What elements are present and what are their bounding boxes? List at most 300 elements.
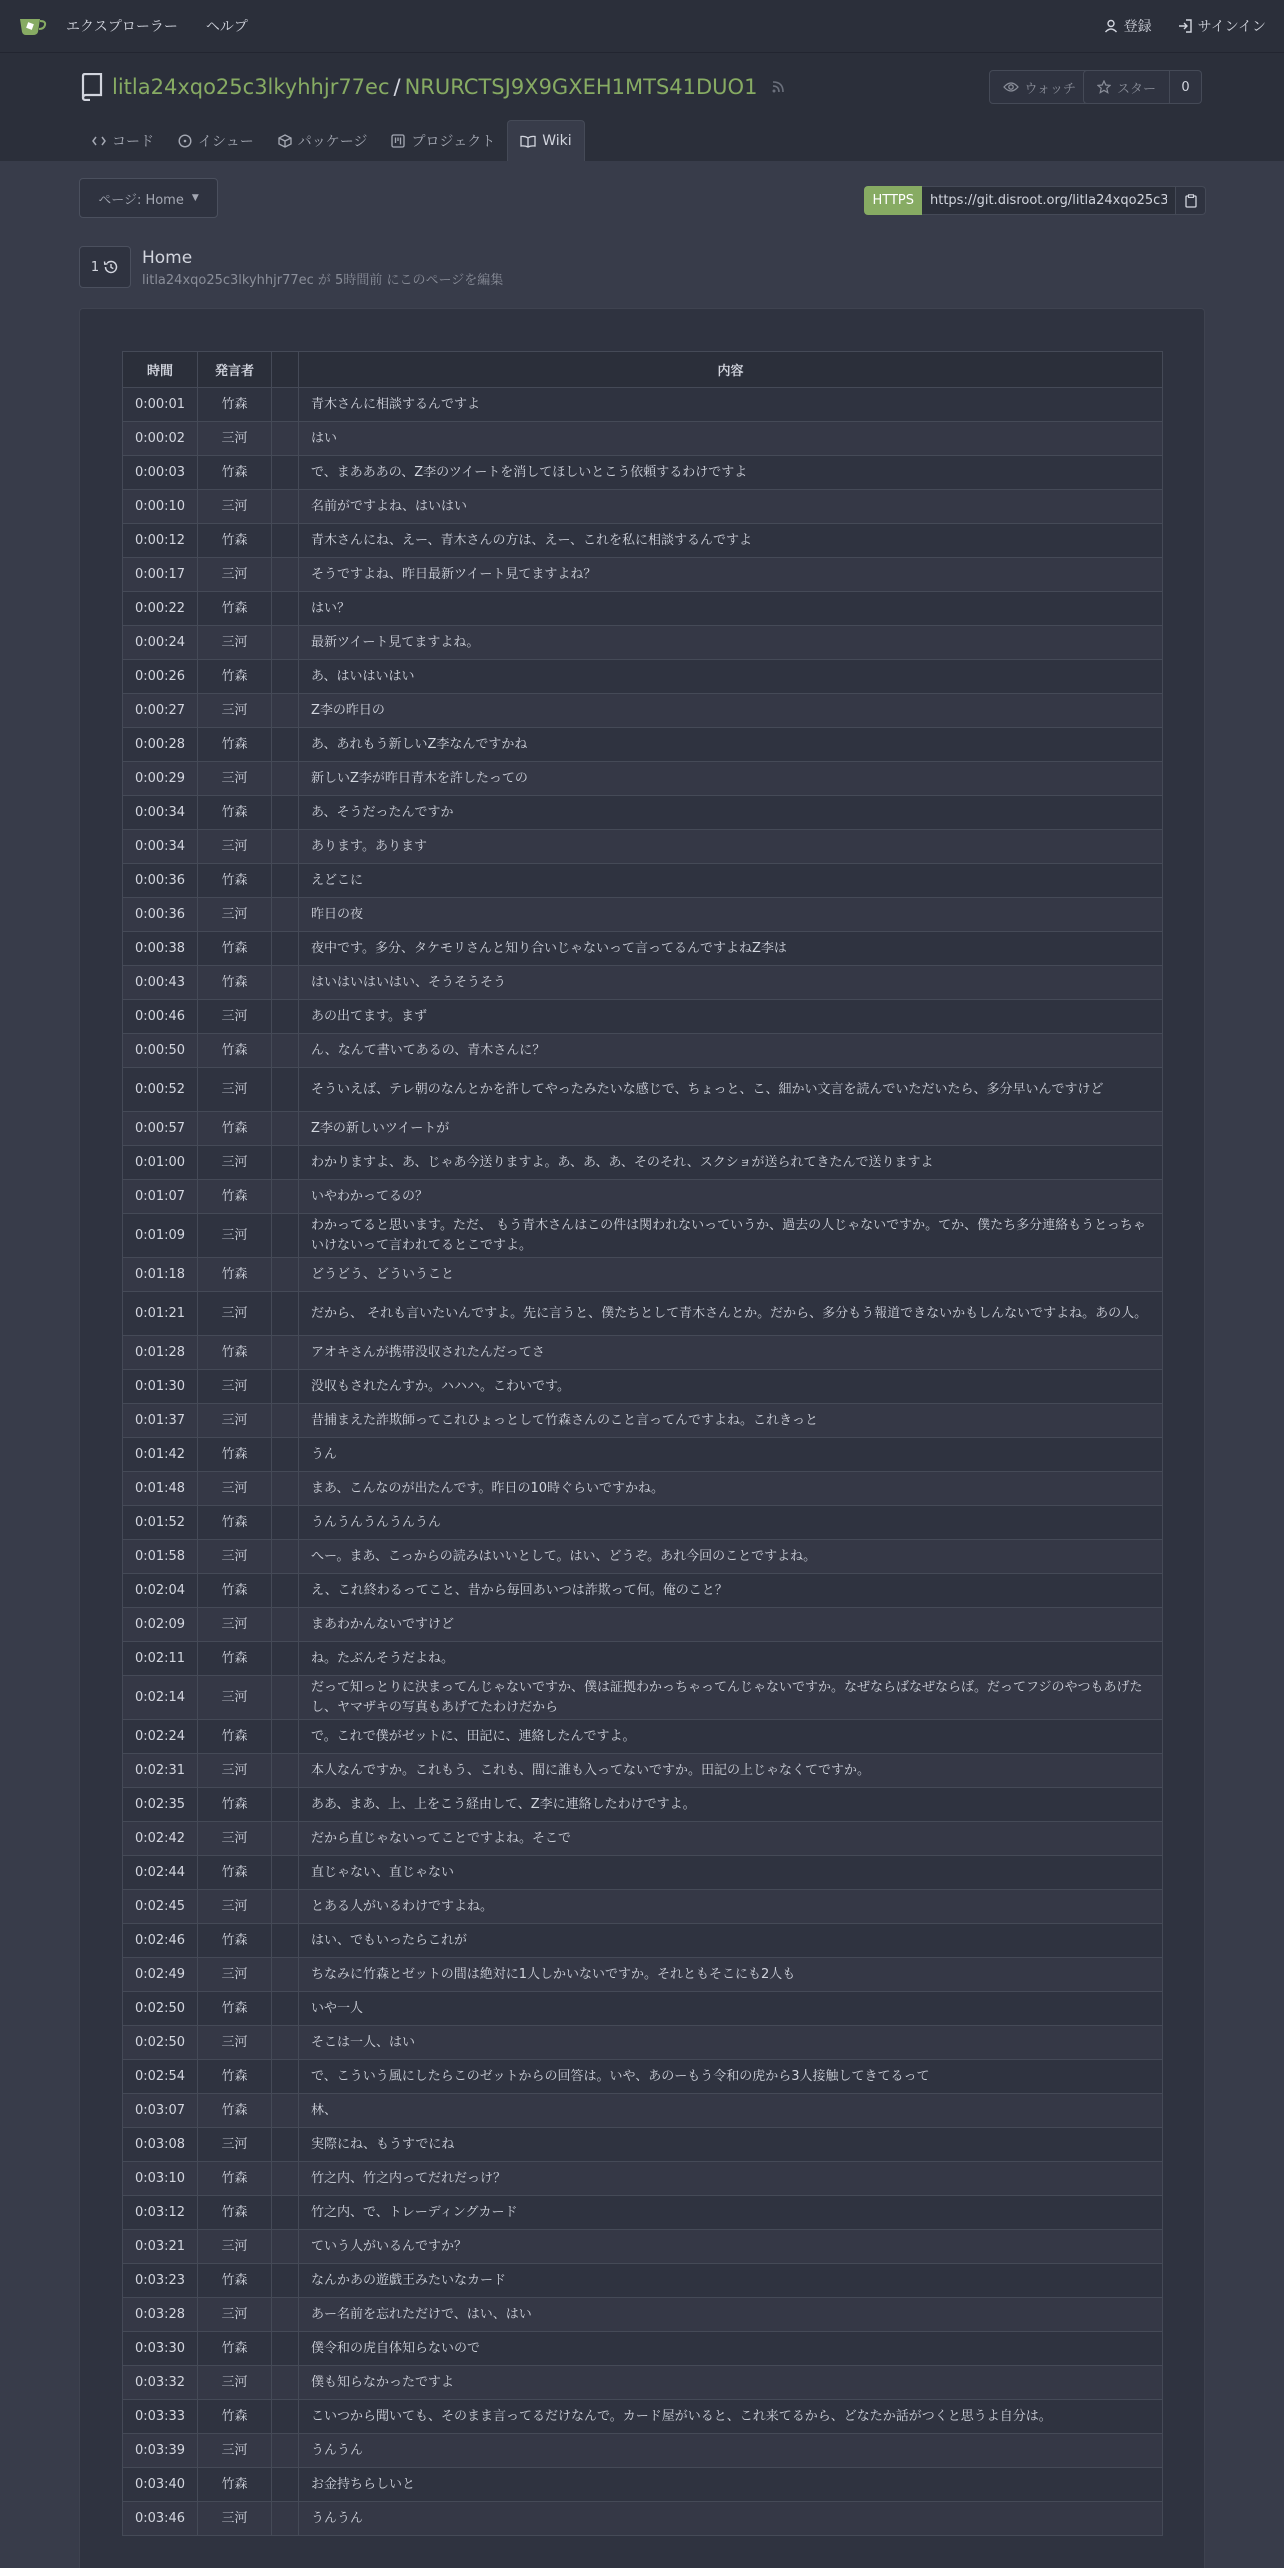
table-row bbox=[123, 1034, 1163, 1068]
content-cell: へー。まあ、こっからの読みはいいとして。はい、どうぞ。あれ今回のことですよね。 bbox=[299, 1540, 1163, 1574]
blank-cell bbox=[272, 2502, 299, 2536]
blank-cell bbox=[272, 1540, 299, 1574]
table-row bbox=[123, 2162, 1163, 2196]
table-row bbox=[123, 1788, 1163, 1822]
content-cell: あ、そうだったんですか bbox=[299, 796, 1163, 830]
register-link[interactable] bbox=[1104, 16, 1152, 36]
content-cell: 本人なんですか。これもう、これも、間に誰も入ってないですか。田記の上じゃなくてですか。 bbox=[299, 1754, 1163, 1788]
time-cell: 0:03:33 bbox=[123, 2400, 198, 2434]
repo-header bbox=[0, 53, 1284, 161]
blank-cell bbox=[272, 1856, 299, 1890]
speaker-cell: 竹森 bbox=[198, 1720, 272, 1754]
table-row bbox=[123, 1540, 1163, 1574]
content-cell: そこは一人、はい bbox=[299, 2026, 1163, 2060]
blank-cell bbox=[272, 456, 299, 490]
code-icon bbox=[92, 135, 106, 147]
table-row bbox=[123, 898, 1163, 932]
wiki-edit-info: litla24xqo25c3lkyhhjr77ec が 5時間前 にこのページを編集 bbox=[142, 273, 504, 288]
content-cell: わかりますよ、あ、じゃあ今送りますよ。あ、あ、あ、そのそれ、スクショが送られてきたんで送りますよ bbox=[299, 1146, 1163, 1180]
header-content: 内容 bbox=[299, 352, 1163, 388]
time-cell: 0:01:30 bbox=[123, 1370, 198, 1404]
blank-cell bbox=[272, 2434, 299, 2468]
blank-cell bbox=[272, 898, 299, 932]
https-protocol-button[interactable]: HTTPS bbox=[864, 186, 922, 215]
time-cell: 0:01:07 bbox=[123, 1180, 198, 1214]
nav-help-link[interactable]: ヘルプ bbox=[205, 19, 248, 35]
repo-name-link[interactable]: NRURCTSJ9X9GXEH1MTS41DUO1 bbox=[404, 75, 758, 99]
watch-button[interactable] bbox=[989, 70, 1090, 104]
time-cell: 0:02:14 bbox=[123, 1676, 198, 1720]
table-row bbox=[123, 2060, 1163, 2094]
speaker-cell: 竹森 bbox=[198, 1180, 272, 1214]
table-row bbox=[123, 456, 1163, 490]
speaker-cell: 竹森 bbox=[198, 966, 272, 1000]
speaker-cell: 三河 bbox=[198, 2128, 272, 2162]
speaker-cell: 三河 bbox=[198, 1292, 272, 1336]
table-row bbox=[123, 2332, 1163, 2366]
speaker-cell: 三河 bbox=[198, 1146, 272, 1180]
content-cell: だから直じゃないってことですよね。そこで bbox=[299, 1822, 1163, 1856]
content-cell: だから、 それも言いたいんですよ。先に言うと、僕たちとして青木さんとか。だから、多分もう報道できないかもしんないですよね。あの人。 bbox=[299, 1292, 1163, 1336]
speaker-cell: 三河 bbox=[198, 490, 272, 524]
speaker-cell: 竹森 bbox=[198, 592, 272, 626]
content-cell: うんうんうんうんうん bbox=[299, 1506, 1163, 1540]
time-cell: 0:02:24 bbox=[123, 1720, 198, 1754]
speaker-cell: 三河 bbox=[198, 1958, 272, 1992]
table-row bbox=[123, 1370, 1163, 1404]
nav-explore-link[interactable]: エクスプローラー bbox=[66, 19, 178, 35]
table-row bbox=[123, 422, 1163, 456]
table-row bbox=[123, 2298, 1163, 2332]
clone-url-group bbox=[864, 186, 1206, 215]
content-cell: 竹之内、竹之内ってだれだっけ？ bbox=[299, 2162, 1163, 2196]
table-row bbox=[123, 2264, 1163, 2298]
speaker-cell: 竹森 bbox=[198, 1856, 272, 1890]
table-row bbox=[123, 1992, 1163, 2026]
star-group bbox=[1083, 70, 1202, 104]
table-row bbox=[123, 1438, 1163, 1472]
tab-packages-label: パッケージ bbox=[297, 133, 368, 150]
repo-owner-link[interactable]: litla24xqo25c3lkyhhjr77ec bbox=[112, 75, 390, 99]
table-row bbox=[123, 1924, 1163, 1958]
blank-cell bbox=[272, 592, 299, 626]
time-cell: 0:02:04 bbox=[123, 1574, 198, 1608]
blank-cell bbox=[272, 1000, 299, 1034]
blank-cell bbox=[272, 1992, 299, 2026]
table-row bbox=[123, 2094, 1163, 2128]
content-cell: ね。たぶんそうだよね。 bbox=[299, 1642, 1163, 1676]
content-cell: どうどう、どういうこと bbox=[299, 1258, 1163, 1292]
speaker-cell: 竹森 bbox=[198, 1034, 272, 1068]
header-time: 時間 bbox=[123, 352, 198, 388]
content-cell: こいつから聞いても、そのまま言ってるだけなんで。カード屋がいると、これ来てるから、どなたか話がつくと思うよ自分は。 bbox=[299, 2400, 1163, 2434]
blank-cell bbox=[272, 1258, 299, 1292]
signin-link[interactable] bbox=[1178, 16, 1266, 36]
content-cell: ああ、まあ、上、上をこう経由して、Z李に連絡したわけですよ。 bbox=[299, 1788, 1163, 1822]
time-cell: 0:00:22 bbox=[123, 592, 198, 626]
content-cell: まあわかんないですけど bbox=[299, 1608, 1163, 1642]
tab-wiki-label: Wiki bbox=[542, 133, 572, 149]
speaker-cell: 三河 bbox=[198, 1000, 272, 1034]
tab-wiki[interactable] bbox=[507, 120, 584, 161]
table-row bbox=[123, 1856, 1163, 1890]
speaker-cell: 竹森 bbox=[198, 524, 272, 558]
speaker-cell: 竹森 bbox=[198, 932, 272, 966]
time-cell: 0:00:34 bbox=[123, 796, 198, 830]
content-cell: 直じゃない、直じゃない bbox=[299, 1856, 1163, 1890]
speaker-cell: 三河 bbox=[198, 2434, 272, 2468]
speaker-cell: 竹森 bbox=[198, 2400, 272, 2434]
clone-url-input[interactable] bbox=[922, 186, 1176, 215]
content-cell: はい bbox=[299, 422, 1163, 456]
eye-icon bbox=[1003, 81, 1019, 93]
speaker-cell: 三河 bbox=[198, 558, 272, 592]
table-row bbox=[123, 388, 1163, 422]
blank-cell bbox=[272, 1642, 299, 1676]
blank-cell bbox=[272, 1506, 299, 1540]
time-cell: 0:02:46 bbox=[123, 1924, 198, 1958]
speaker-cell: 三河 bbox=[198, 830, 272, 864]
speaker-cell: 三河 bbox=[198, 1890, 272, 1924]
content-cell: お金持ちらしいと bbox=[299, 2468, 1163, 2502]
rss-feed-icon[interactable] bbox=[771, 80, 785, 94]
time-cell: 0:00:24 bbox=[123, 626, 198, 660]
tab-issues-label: イシュー bbox=[198, 133, 254, 150]
speaker-cell: 三河 bbox=[198, 694, 272, 728]
time-cell: 0:00:46 bbox=[123, 1000, 198, 1034]
blank-cell bbox=[272, 2230, 299, 2264]
content-cell: はい？ bbox=[299, 592, 1163, 626]
wiki-page-title: Home bbox=[142, 248, 193, 268]
speaker-cell: 三河 bbox=[198, 1404, 272, 1438]
content-cell: そうですよね、昨日最新ツイート見てますよね？ bbox=[299, 558, 1163, 592]
speaker-cell: 竹森 bbox=[198, 2468, 272, 2502]
blank-cell bbox=[272, 1146, 299, 1180]
repo-path-separator: / bbox=[393, 75, 401, 99]
blank-cell bbox=[272, 1438, 299, 1472]
content-cell: Z李の新しいツイートが bbox=[299, 1112, 1163, 1146]
time-cell: 0:01:48 bbox=[123, 1472, 198, 1506]
tab-code-label: コード bbox=[112, 133, 154, 150]
blank-cell bbox=[272, 762, 299, 796]
table-row bbox=[123, 1292, 1163, 1336]
time-cell: 0:03:21 bbox=[123, 2230, 198, 2264]
content-cell: そういえば、テレ朝のなんとかを許してやったみたいな感じで、ちょっと、こ、細かい文言を読んでいただいたら、多分早いんですけど bbox=[299, 1068, 1163, 1112]
time-cell: 0:03:08 bbox=[123, 2128, 198, 2162]
table-row bbox=[123, 864, 1163, 898]
table-row bbox=[123, 2026, 1163, 2060]
time-cell: 0:03:07 bbox=[123, 2094, 198, 2128]
header-blank bbox=[272, 352, 299, 388]
speaker-cell: 竹森 bbox=[198, 1258, 272, 1292]
content-cell: とある人がいるわけですよね。 bbox=[299, 1890, 1163, 1924]
revisions-button[interactable] bbox=[79, 246, 131, 288]
time-cell: 0:00:10 bbox=[123, 490, 198, 524]
table-row bbox=[123, 1822, 1163, 1856]
speaker-cell: 三河 bbox=[198, 2366, 272, 2400]
transcript-table bbox=[122, 351, 1163, 2536]
project-icon bbox=[391, 134, 405, 148]
header-speaker: 発言者 bbox=[198, 352, 272, 388]
blank-cell bbox=[272, 626, 299, 660]
content-cell: 僕も知らなかったですよ bbox=[299, 2366, 1163, 2400]
blank-cell bbox=[272, 558, 299, 592]
time-cell: 0:03:23 bbox=[123, 2264, 198, 2298]
blank-cell bbox=[272, 864, 299, 898]
blank-cell bbox=[272, 1292, 299, 1336]
content-cell: 実際にね、もうすでにね bbox=[299, 2128, 1163, 2162]
blank-cell bbox=[272, 490, 299, 524]
time-cell: 0:00:17 bbox=[123, 558, 198, 592]
content-cell: あー名前を忘れただけで、はい、はい bbox=[299, 2298, 1163, 2332]
time-cell: 0:00:43 bbox=[123, 966, 198, 1000]
time-cell: 0:01:00 bbox=[123, 1146, 198, 1180]
table-row bbox=[123, 1720, 1163, 1754]
table-row bbox=[123, 660, 1163, 694]
blank-cell bbox=[272, 2332, 299, 2366]
blank-cell bbox=[272, 1608, 299, 1642]
wiki-content bbox=[79, 308, 1205, 2568]
blank-cell bbox=[272, 2196, 299, 2230]
content-cell: アオキさんが携帯没収されたんだってさ bbox=[299, 1336, 1163, 1370]
time-cell: 0:03:32 bbox=[123, 2366, 198, 2400]
time-cell: 0:01:58 bbox=[123, 1540, 198, 1574]
blank-cell bbox=[272, 2026, 299, 2060]
content-cell: 青木さんにね、えー、青木さんの方は、えー、これを私に相談するんですよ bbox=[299, 524, 1163, 558]
gitea-logo-icon[interactable] bbox=[18, 15, 48, 37]
speaker-cell: 三河 bbox=[198, 422, 272, 456]
page-select-label: ページ: Home bbox=[98, 192, 184, 208]
nav-user-area bbox=[1078, 16, 1266, 36]
table-row bbox=[123, 1112, 1163, 1146]
speaker-cell: 竹森 bbox=[198, 728, 272, 762]
speaker-cell: 三河 bbox=[198, 626, 272, 660]
blank-cell bbox=[272, 1720, 299, 1754]
person-icon bbox=[1104, 19, 1118, 33]
content-cell: ていう人がいるんですか？ bbox=[299, 2230, 1163, 2264]
time-cell: 0:01:52 bbox=[123, 1506, 198, 1540]
signin-label: サインイン bbox=[1197, 19, 1266, 35]
table-row bbox=[123, 694, 1163, 728]
blank-cell bbox=[272, 694, 299, 728]
time-cell: 0:02:54 bbox=[123, 2060, 198, 2094]
time-cell: 0:02:44 bbox=[123, 1856, 198, 1890]
tab-projects-label: プロジェクト bbox=[411, 133, 496, 150]
content-cell: 竹之内、で、トレーディングカード bbox=[299, 2196, 1163, 2230]
content-cell: 夜中です。多分、タケモリさんと知り合いじゃないって言ってるんですよねZ李は bbox=[299, 932, 1163, 966]
table-row bbox=[123, 2196, 1163, 2230]
blank-cell bbox=[272, 1788, 299, 1822]
star-count[interactable]: 0 bbox=[1170, 70, 1202, 104]
content-cell: で、こういう風にしたらこのゼットからの回答は。いや、あのーもう令和の虎から3人接触してきてるって bbox=[299, 2060, 1163, 2094]
blank-cell bbox=[272, 1404, 299, 1438]
blank-cell bbox=[272, 1370, 299, 1404]
speaker-cell: 竹森 bbox=[198, 660, 272, 694]
table-row bbox=[123, 1146, 1163, 1180]
blank-cell bbox=[272, 2094, 299, 2128]
content-cell: Z李の昨日の bbox=[299, 694, 1163, 728]
blank-cell bbox=[272, 1574, 299, 1608]
time-cell: 0:03:12 bbox=[123, 2196, 198, 2230]
table-row bbox=[123, 1214, 1163, 1258]
time-cell: 0:02:49 bbox=[123, 1958, 198, 1992]
table-row bbox=[123, 1642, 1163, 1676]
time-cell: 0:00:52 bbox=[123, 1068, 198, 1112]
content-cell: えどこに bbox=[299, 864, 1163, 898]
content-cell: 昔捕まえた詐欺師ってこれひょっとして竹森さんのこと言ってんですよね。これきっと bbox=[299, 1404, 1163, 1438]
speaker-cell: 竹森 bbox=[198, 2094, 272, 2128]
speaker-cell: 三河 bbox=[198, 2298, 272, 2332]
content-cell: うんうん bbox=[299, 2434, 1163, 2468]
top-navbar bbox=[0, 0, 1284, 53]
time-cell: 0:00:12 bbox=[123, 524, 198, 558]
time-cell: 0:00:02 bbox=[123, 422, 198, 456]
content-cell: 僕令和の虎自体知らないので bbox=[299, 2332, 1163, 2366]
content-cell: 昨日の夜 bbox=[299, 898, 1163, 932]
blank-cell bbox=[272, 1180, 299, 1214]
blank-cell bbox=[272, 2264, 299, 2298]
content-cell: 没収もされたんすか。ハハハ。こわいです。 bbox=[299, 1370, 1163, 1404]
speaker-cell: 三河 bbox=[198, 1754, 272, 1788]
speaker-cell: 竹森 bbox=[198, 1992, 272, 2026]
revisions-count: 1 bbox=[90, 259, 100, 275]
tab-projects[interactable] bbox=[379, 120, 507, 161]
blank-cell bbox=[272, 1890, 299, 1924]
book-icon bbox=[520, 135, 536, 148]
table-row bbox=[123, 932, 1163, 966]
speaker-cell: 三河 bbox=[198, 1608, 272, 1642]
speaker-cell: 竹森 bbox=[198, 2264, 272, 2298]
time-cell: 0:01:42 bbox=[123, 1438, 198, 1472]
time-cell: 0:03:30 bbox=[123, 2332, 198, 2366]
register-label: 登録 bbox=[1123, 19, 1152, 35]
speaker-cell: 竹森 bbox=[198, 2060, 272, 2094]
speaker-cell: 三河 bbox=[198, 898, 272, 932]
time-cell: 0:02:31 bbox=[123, 1754, 198, 1788]
speaker-cell: 三河 bbox=[198, 1214, 272, 1258]
time-cell: 0:01:21 bbox=[123, 1292, 198, 1336]
blank-cell bbox=[272, 524, 299, 558]
copy-url-button[interactable] bbox=[1176, 186, 1206, 215]
blank-cell bbox=[272, 2128, 299, 2162]
table-row bbox=[123, 762, 1163, 796]
page-select-dropdown[interactable] bbox=[79, 178, 218, 218]
tab-code[interactable] bbox=[80, 120, 166, 161]
blank-cell bbox=[272, 2400, 299, 2434]
tab-packages[interactable] bbox=[266, 120, 380, 161]
content-cell: 新しいZ李が昨日青木を許したっての bbox=[299, 762, 1163, 796]
tab-issues[interactable] bbox=[166, 120, 266, 161]
speaker-cell: 竹森 bbox=[198, 456, 272, 490]
time-cell: 0:03:10 bbox=[123, 2162, 198, 2196]
time-cell: 0:00:01 bbox=[123, 388, 198, 422]
star-label: スター bbox=[1116, 81, 1156, 97]
blank-cell bbox=[272, 1214, 299, 1258]
time-cell: 0:03:39 bbox=[123, 2434, 198, 2468]
table-row bbox=[123, 796, 1163, 830]
table-row bbox=[123, 830, 1163, 864]
blank-cell bbox=[272, 728, 299, 762]
time-cell: 0:01:18 bbox=[123, 1258, 198, 1292]
content-cell: 最新ツイート見てますよね。 bbox=[299, 626, 1163, 660]
time-cell: 0:00:27 bbox=[123, 694, 198, 728]
speaker-cell: 竹森 bbox=[198, 1642, 272, 1676]
time-cell: 0:03:46 bbox=[123, 2502, 198, 2536]
blank-cell bbox=[272, 966, 299, 1000]
star-button[interactable] bbox=[1083, 70, 1170, 104]
speaker-cell: 三河 bbox=[198, 1370, 272, 1404]
content-cell: 青木さんに相談するんですよ bbox=[299, 388, 1163, 422]
caret-down-icon: ▼ bbox=[191, 193, 199, 203]
table-row bbox=[123, 524, 1163, 558]
speaker-cell: 三河 bbox=[198, 1068, 272, 1112]
blank-cell bbox=[272, 2298, 299, 2332]
history-icon bbox=[103, 259, 119, 275]
time-cell: 0:00:29 bbox=[123, 762, 198, 796]
time-cell: 0:00:36 bbox=[123, 898, 198, 932]
repo-tabs bbox=[80, 120, 585, 161]
content-cell: はいはいはいはい、そうそうそう bbox=[299, 966, 1163, 1000]
time-cell: 0:02:11 bbox=[123, 1642, 198, 1676]
time-cell: 0:02:35 bbox=[123, 1788, 198, 1822]
blank-cell bbox=[272, 1676, 299, 1720]
table-row bbox=[123, 1180, 1163, 1214]
blank-cell bbox=[272, 2468, 299, 2502]
watch-label: ウォッチ bbox=[1024, 81, 1076, 97]
speaker-cell: 竹森 bbox=[198, 1336, 272, 1370]
table-row bbox=[123, 1754, 1163, 1788]
blank-cell bbox=[272, 1034, 299, 1068]
table-row bbox=[123, 1068, 1163, 1112]
blank-cell bbox=[272, 1472, 299, 1506]
speaker-cell: 三河 bbox=[198, 2026, 272, 2060]
blank-cell bbox=[272, 1924, 299, 1958]
content-cell: え、これ終わるってこと、昔から毎回あいつは詐欺って何。俺のこと？ bbox=[299, 1574, 1163, 1608]
blank-cell bbox=[272, 2162, 299, 2196]
time-cell: 0:00:28 bbox=[123, 728, 198, 762]
content-cell: 林、 bbox=[299, 2094, 1163, 2128]
table-row bbox=[123, 1506, 1163, 1540]
content-cell: はい、でもいったらこれが bbox=[299, 1924, 1163, 1958]
table-row bbox=[123, 1258, 1163, 1292]
blank-cell bbox=[272, 2060, 299, 2094]
content-cell: あ、はいはいはい bbox=[299, 660, 1163, 694]
time-cell: 0:03:28 bbox=[123, 2298, 198, 2332]
time-cell: 0:02:50 bbox=[123, 2026, 198, 2060]
blank-cell bbox=[272, 796, 299, 830]
table-row bbox=[123, 1000, 1163, 1034]
speaker-cell: 竹森 bbox=[198, 1574, 272, 1608]
content-cell: いや一人 bbox=[299, 1992, 1163, 2026]
table-row bbox=[123, 2502, 1163, 2536]
speaker-cell: 三河 bbox=[198, 1472, 272, 1506]
speaker-cell: 竹森 bbox=[198, 1788, 272, 1822]
table-row bbox=[123, 2468, 1163, 2502]
blank-cell bbox=[272, 2366, 299, 2400]
time-cell: 0:00:26 bbox=[123, 660, 198, 694]
table-row bbox=[123, 2400, 1163, 2434]
speaker-cell: 竹森 bbox=[198, 388, 272, 422]
table-row bbox=[123, 1958, 1163, 1992]
table-header-row bbox=[123, 352, 1163, 388]
content-cell: あります。あります bbox=[299, 830, 1163, 864]
table-row bbox=[123, 2434, 1163, 2468]
table-row bbox=[123, 1676, 1163, 1720]
table-row bbox=[123, 592, 1163, 626]
time-cell: 0:00:03 bbox=[123, 456, 198, 490]
time-cell: 0:01:09 bbox=[123, 1214, 198, 1258]
table-row bbox=[123, 2230, 1163, 2264]
